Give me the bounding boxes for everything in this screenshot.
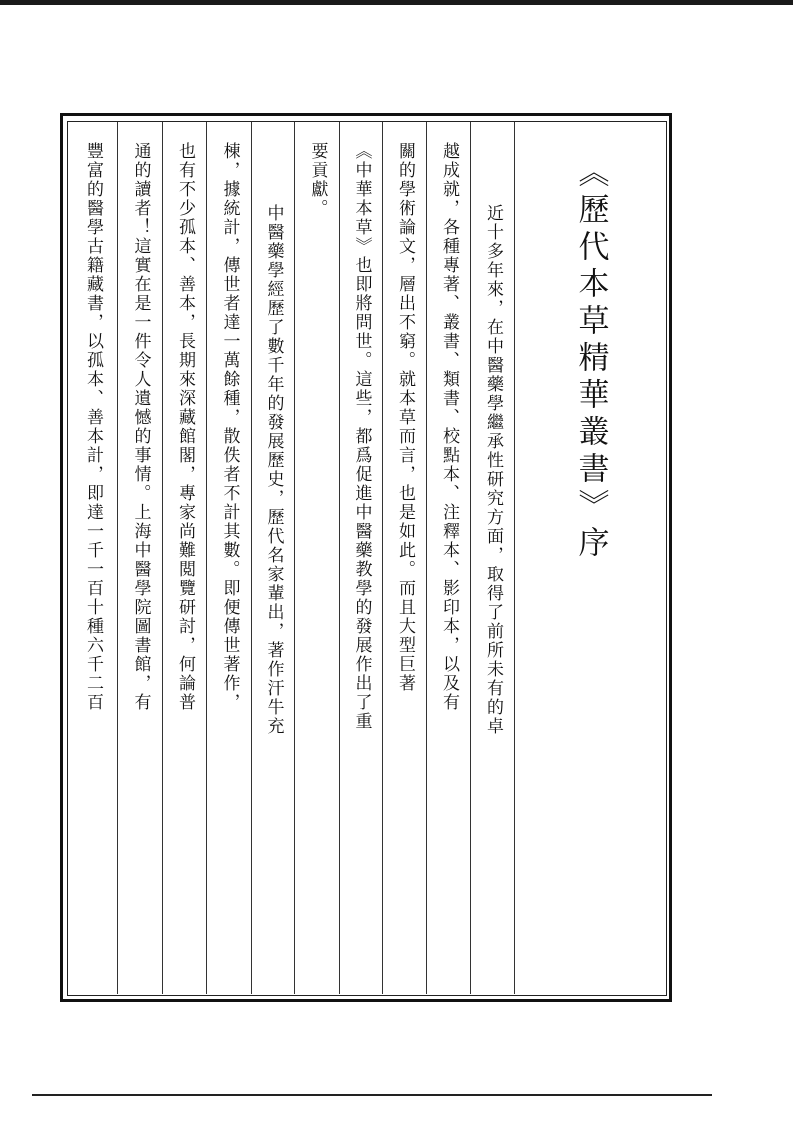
paragraph-line: 越成就，各種專著、叢書、類書、校點本、注釋本、影印本，以及有: [439, 142, 459, 712]
text-column-9: [118, 122, 163, 994]
text-column-3: [383, 122, 427, 994]
bottom-rule: [32, 1094, 712, 1096]
text-column-10: [68, 122, 118, 994]
text-column-2: [427, 122, 471, 994]
text-column-4: [340, 122, 383, 994]
paragraph-line: 近十多年來，在中醫藥學繼承性研究方面，取得了前所未有的卓: [483, 204, 503, 736]
paragraph-line: 關的學術論文，層出不窮。就本草而言，也是如此。而且大型巨著: [395, 142, 415, 693]
text-column-5: [295, 122, 340, 994]
paragraph-line: 棟，據統計，傳世者達一萬餘種，散佚者不計其數。即便傳世著作，: [219, 142, 240, 712]
paragraph-line: 通的讀者！這實在是一件令人遺憾的事情。上海中醫學院圖書館，有: [130, 142, 151, 712]
paragraph-line: 中醫藥學經歷了數千年的發展歷史，歷代名家輩出，著作汗牛充: [263, 204, 284, 736]
top-edge-rule: [0, 0, 793, 5]
paragraph-line: 《中華本草》也即將問世。這些，都爲促進中醫藥教學的發展作出了重: [351, 142, 372, 731]
preface-title: 《歷代本草精華叢書》序: [572, 156, 609, 563]
text-column-1: [471, 122, 515, 994]
title-column: [515, 122, 665, 994]
text-column-8: [163, 122, 207, 994]
text-column-7: [207, 122, 252, 994]
paragraph-line: 也有不少孤本、善本，長期來深藏館閣，專家尚難閲覽研討，何論普: [175, 142, 195, 712]
paragraph-line: 豐富的醫學古籍藏書，以孤本、善本計，即達一千一百十種六千二百: [83, 142, 103, 712]
paragraph-line: 要貢獻。: [307, 142, 328, 218]
text-column-6: [252, 122, 295, 994]
